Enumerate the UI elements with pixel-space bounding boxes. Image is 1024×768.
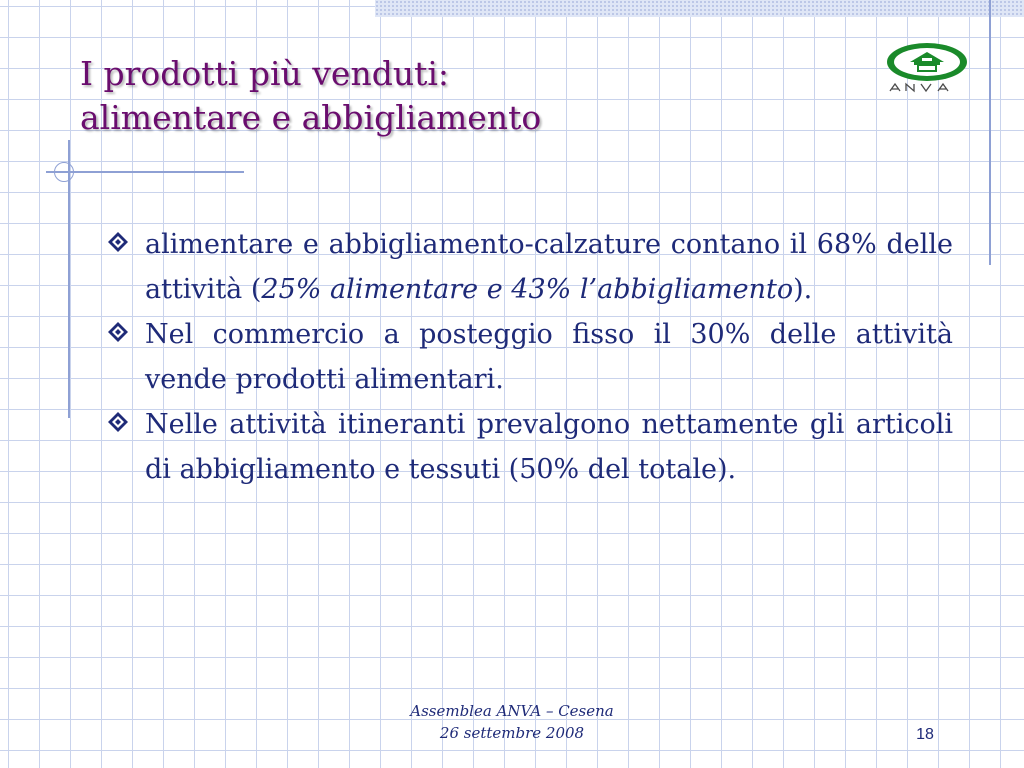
bullet-text: Nelle attività itineranti prevalgono nettamente gli articoli di abbigliamento e tessuti (50% del totale). bbox=[145, 409, 953, 485]
diamond-bullet-icon bbox=[107, 321, 129, 343]
decorative-circle bbox=[54, 162, 74, 182]
diamond-bullet-icon bbox=[107, 411, 129, 433]
bullet-item bbox=[105, 312, 953, 402]
bullet-item bbox=[105, 222, 953, 312]
bullet-text: Nel commercio a posteggio fisso il 30% delle attività vende prodotti alimentari. bbox=[145, 319, 953, 395]
title-line-1: I prodotti più venduti: bbox=[80, 54, 450, 93]
anva-logo-icon bbox=[884, 40, 970, 94]
bullet-text: alimentare e abbigliamento-calzature contano il 68% delle attività ( bbox=[145, 229, 953, 305]
decorative-horizontal-line bbox=[46, 171, 244, 173]
anva-logo-text bbox=[890, 84, 948, 91]
page-number: 18 bbox=[916, 726, 934, 743]
footer-date: 26 settembre 2008 bbox=[439, 724, 585, 742]
decorative-right-vertical-line bbox=[989, 0, 991, 265]
diamond-bullet-icon bbox=[107, 231, 129, 253]
header-band bbox=[375, 0, 1024, 17]
slide-footer bbox=[382, 700, 642, 744]
title-line-2: alimentare e abbigliamento bbox=[80, 98, 542, 137]
bullet-item bbox=[105, 402, 953, 492]
bullet-text-end: ). bbox=[793, 274, 813, 305]
slide-title bbox=[80, 52, 541, 140]
decorative-vertical-line bbox=[68, 140, 70, 418]
footer-event: Assemblea ANVA – Cesena bbox=[410, 702, 614, 720]
bullet-text-italic: 25% alimentare e 43% l’abbigliamento bbox=[261, 274, 794, 305]
bullet-list bbox=[105, 222, 953, 492]
